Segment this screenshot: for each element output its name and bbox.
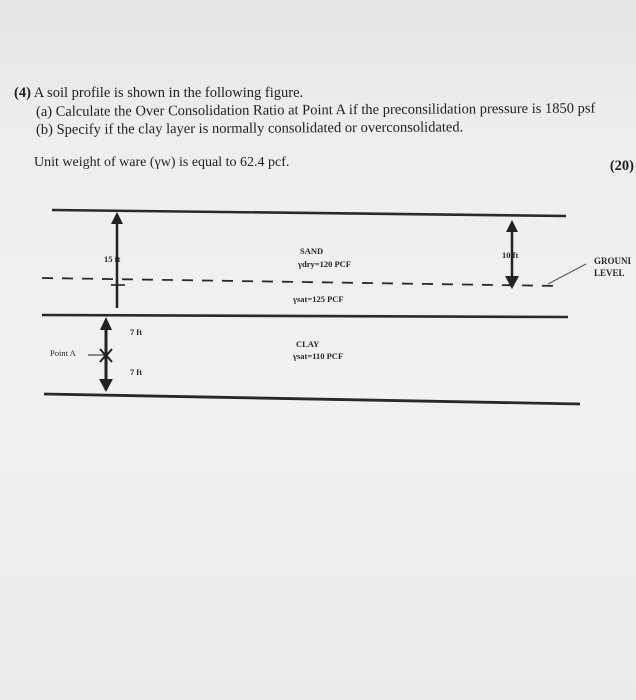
clay-label: CLAY xyxy=(296,339,320,349)
point-a-label: Point A xyxy=(50,348,76,358)
sand-clay-boundary xyxy=(42,315,568,317)
dim-7ft-arrow-down xyxy=(99,379,113,392)
ground-level-leader xyxy=(548,264,586,284)
dim-7ft-bottom-label: 7 ft xyxy=(130,367,143,377)
ground-level-label-line2: LEVEL xyxy=(594,268,625,278)
part-b-label: (b) xyxy=(35,121,53,138)
part-a-text: Calculate the Over Consolidation Ratio at Point A if the preconsilidation pressure is 1850 psf xyxy=(55,100,596,120)
dim-10ft-arrow-down xyxy=(505,276,519,289)
question-marks: (20) xyxy=(609,158,634,174)
dim-7ft-top-label: 7 ft xyxy=(130,327,143,337)
sand-sat-weight: γsat=125 PCF xyxy=(293,294,344,304)
sand-dry-weight: γdry=120 PCF xyxy=(298,259,351,269)
dim-15ft-label: 15 ft xyxy=(104,254,121,264)
ground-level-label-line1: GROUNI xyxy=(594,256,632,266)
dim-10ft-label: 10 ft xyxy=(502,250,519,260)
unit-weight-note: Unit weight of ware (γw) is equal to 62.4 pcf. xyxy=(34,155,290,170)
dim-10ft-arrow-up xyxy=(506,220,518,232)
question-number: (4) xyxy=(14,85,31,101)
dim-7ft-arrow-up xyxy=(100,317,112,330)
dim-15ft-arrow-up xyxy=(111,212,123,224)
sand-label: SAND xyxy=(300,246,324,256)
part-a-label: (a) xyxy=(35,103,53,120)
bottom-boundary xyxy=(44,394,580,404)
clay-sat-weight: γsat=110 PCF xyxy=(293,351,344,361)
question-intro-text: A soil profile is shown in the following figure. xyxy=(33,85,304,101)
part-b-text: Specify if the clay layer is normally consolidated or overconsolidated. xyxy=(56,119,464,138)
top-ground-line xyxy=(52,210,566,216)
